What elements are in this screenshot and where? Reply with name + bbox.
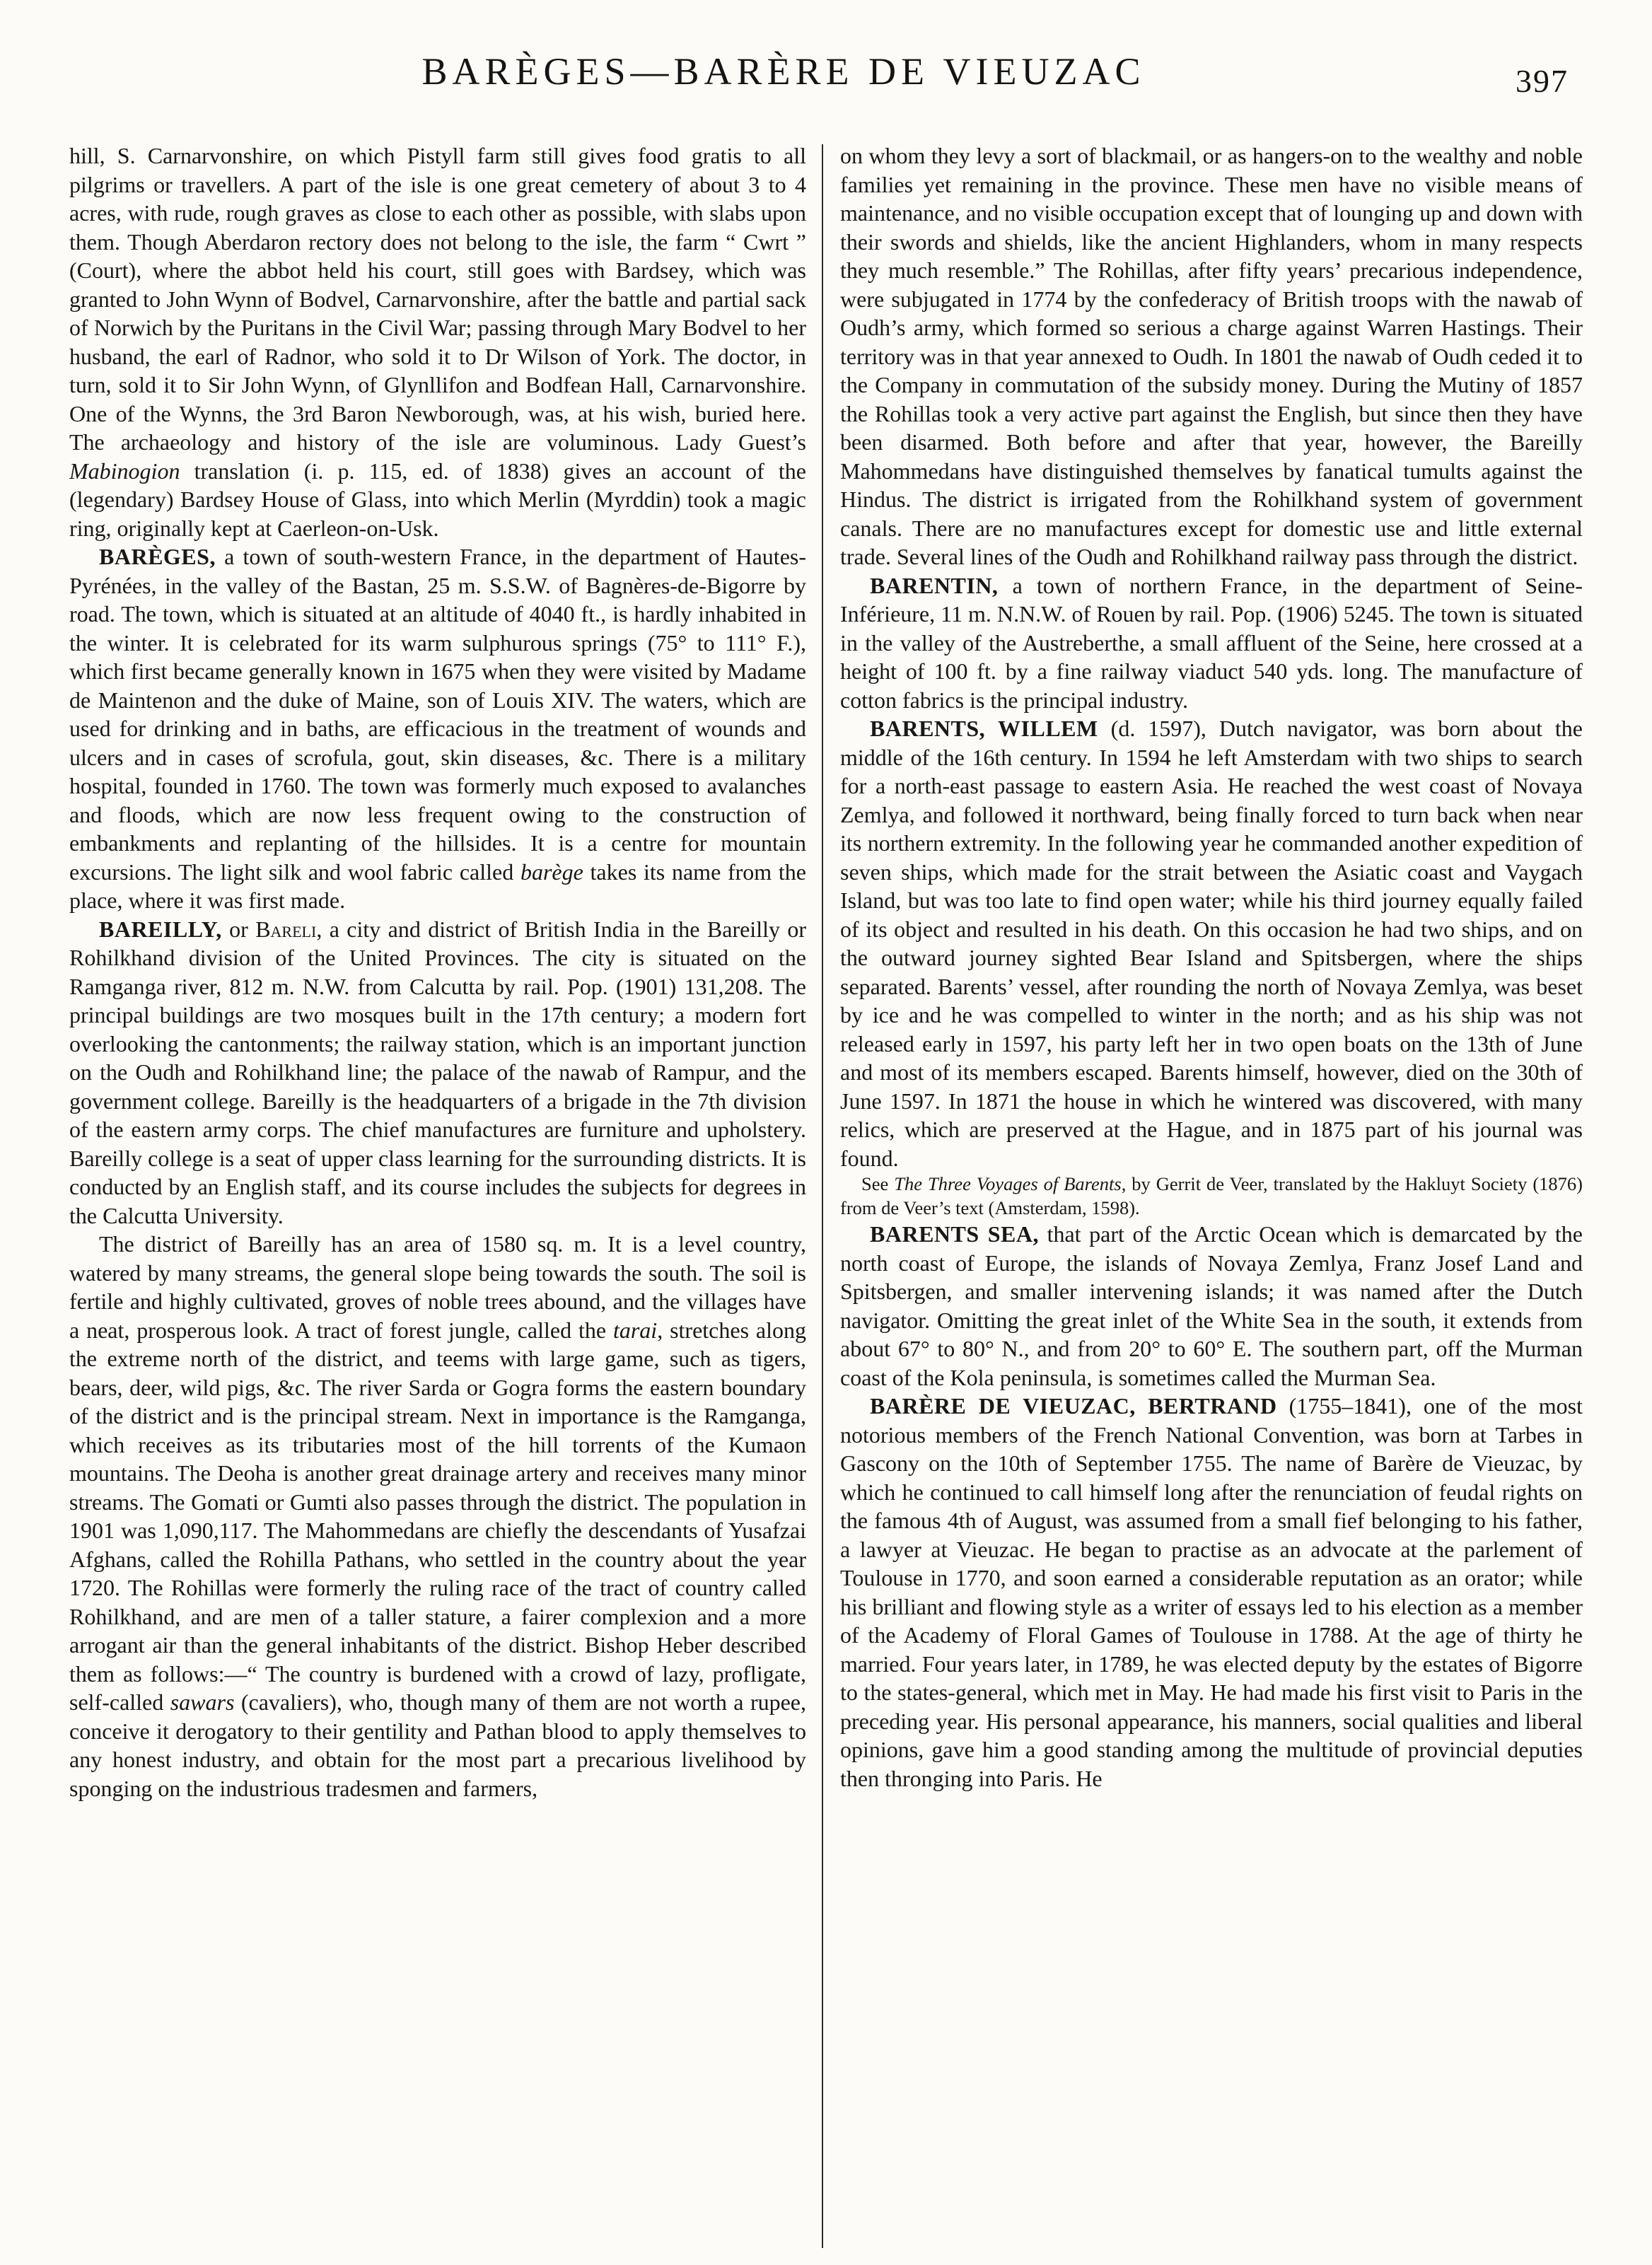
entry-headword: BARENTS, WILLEM [870,716,1098,741]
entry-paragraph: BARÈGES, a town of south-western France, in the department of Hautes-Pyrénées, in the valley of the Bastan, 25 m. S.S.W. of Bagnères-de-Bigorre by road. The town, which is situated at an altitude of 4040 ft., is hardly inhabited in the winter. It is celebrated for its warm sulphurous springs (75° to 111° F.), which first became generally known in 1675 when they were visited by Madame de Maintenon and the duke of Maine, son of Louis XIV. The waters, which are used for drinking and in baths, are efficacious in the treatment of wounds and ulcers and in cases of scrofula, gout, skin diseases, &c. There is a military hospital, founded in 1760. The town was formerly much exposed to avalanches and floods, which are now less frequent owing to the construction of embankments and replanting of the hillsides. It is a centre for mountain excursions. The light silk and wool fabric called barège takes its name from the place, where it was first made. [69,544,806,913]
page-number: 397 [1516,63,1569,99]
entry-headword: BARENTS SEA, [870,1221,1039,1247]
paragraph: on whom they levy a sort of blackmail, or as hangers-on to the wealthy and noble families yet remaining in the province. These men have no visible means of maintenance, and no visible occupation except that of lounging up and down with their swords and shields, like the ancient Highlanders, whom in many respects they much resemble.” The Rohillas, after fifty years’ precarious independence, were subjugated in 1774 by the confederacy of British troops with the nawab of Oudh’s army, which formed so serious a charge against Warren Hastings. Their territory was in that year annexed to Oudh. In 1801 the nawab of Oudh ceded it to the Company in commutation of the subsidy money. During the Mutiny of 1857 the Rohillas took a very active part against the English, but since then they have been disarmed. Both before and after that year, however, the Bareilly Mahommedans have distinguished themselves by fanatical tumults against the Hindus. The district is irrigated from the Rohilkhand system of government canals. There are no manufactures except for domestic use and little external trade. Several lines of the Oudh and Rohilkhand railway pass through the district. [840,143,1583,569]
page-header [0,50,1652,113]
entry-paragraph: BAREILLY, or Bareli, a city and district of British India in the Bareilly or Rohilkhand division of the United Provinces. The city is situated on the Ramganga river, 812 m. N.W. from Calcutta by rail. Pop. (1901) 131,208. The principal buildings are two mosques built in the 17th century; a modern fort overlooking the cantonments; the railway station, which is an important junction on the Oudh and Rohilkhand line; the palace of the nawab of Rampur, and the government college. Bareilly is the headquarters of a brigade in the 7th division of the eastern army corps. The chief manufactures are furniture and upholstery. Bareilly college is a seat of upper class learning for the surrounding districts. It is conducted by an English staff, and its course includes the subjects for degrees in the Calcutta University. [69,916,806,1228]
right-column [840,141,1583,2255]
entry-paragraph: BARÈRE DE VIEUZAC, BERTRAND (1755–1841), one of the most notorious members of the French National Convention, was born at Tarbes in Gascony on the 10th of September 1755. The name of Barère de Vieuzac, by which he continued to call himself long after the renunciation of feudal rights on the famous 4th of August, was assumed from a small fief belonging to his father, a lawyer at Vieuzac. He began to practise as an advocate at the parlement of Toulouse in 1770, and soon earned a considerable reputation as an orator; while his brilliant and flowing style as a writer of essays led to his election as a member of the Academy of Floral Games of Toulouse in 1788. At the age of thirty he married. Four years later, in 1789, he was elected deputy by the estates of Bigorre to the states-general, which met in May. He had made his first visit to Paris in the preceding year. His personal appearance, his manners, social qualities and liberal opinions, gave him a good standing among the multitude of provincial deputies then thronging into Paris. He [840,1393,1583,1791]
text-columns [69,141,1583,2255]
entry-headword: BARENTIN, [870,572,999,598]
left-column [69,141,806,2255]
entry-headword: BARÈRE DE VIEUZAC, BERTRAND [870,1393,1277,1419]
entry-paragraph: BARENTS, WILLEM (d. 1597), Dutch navigator, was born about the middle of the 16th century. In 1594 he left Amsterdam with two ships to search for a north-east passage to eastern Asia. He reached the west coast of Novaya Zemlya, and followed it northward, being finally forced to turn back when near its northern extremity. In the following year he commanded another expedition of seven ships, which made for the strait between the Asiatic coast and Vaygach Island, but was too late to find open water; while his third journey equally failed of its object and resulted in his death. On this occasion he had two ships, and on the outward journey sighted Bear Island and Spitsbergen, where the ships separated. Barents’ vessel, after rounding the north of Novaya Zemlya, was beset by ice and he was compelled to winter in the north; and as his ship was not released early in 1597, his party left her in two open boats on the 13th of June and most of its members escaped. Barents himself, however, died on the 30th of June 1597. In 1871 the house in which he wintered was discovered, with many relics, which are preserved at the Hague, and in 1875 part of his journal was found. [840,716,1583,1171]
entry-paragraph: BARENTS SEA, that part of the Arctic Ocean which is demarcated by the north coast of Europe, the islands of Novaya Zemlya, Franz Josef Land and Spitsbergen, and smaller intervening islands; it was named after the Dutch navigator. Omitting the great inlet of the White Sea in the south, it extends from about 67° to 80° N., and from 20° to 60° E. The southern part, off the Murman coast of the Kola peninsula, is sometimes called the Murman Sea. [840,1221,1583,1390]
entry-paragraph: BARENTIN, a town of northern France, in the department of Seine-Inférieure, 11 m. N.N.W. of Rouen by rail. Pop. (1906) 5245. The town is situated in the valley of the Austreberthe, a small affluent of the Seine, here crossed at a height of 100 ft. by a fine railway viaduct 540 yds. long. The manufacture of cotton fabrics is the principal industry. [840,572,1583,713]
entry-headword: BAREILLY, [99,916,222,942]
page-title: BARÈGES—BARÈRE DE VIEUZAC [421,50,1146,93]
paragraph: The district of Bareilly has an area of 1580 sq. m. It is a level country, watered by many streams, the general slope being towards the south. The soil is fertile and highly cultivated, groves of noble trees abound, and the villages have a neat, prosperous look. A tract of forest jungle, called the tarai, stretches along the extreme north of the district, and teems with large game, such as tigers, bears, deer, wild pigs, &c. The river Sarda or Gogra forms the eastern boundary of the district and is the principal stream. Next in importance is the Ramganga, which receives as its tributaries most of the hill torrents of the Kumaon mountains. The Deoha is another great drainage artery and receives many minor streams. The Gomati or Gumti also passes through the district. The population in 1901 was 1,090,117. The Mahommedans are chiefly the descendants of Yusafzai Afghans, called the Rohilla Pathans, who settled in the country about the year 1720. The Rohillas were formerly the ruling race of the tract of country called Rohilkhand, and are men of a taller stature, a fairer complexion and a more arrogant air than the general inhabitants of the district. Bishop Heber described them as follows:—“ The country is burdened with a crowd of lazy, profligate, self-called sawars (cavaliers), who, though many of them are not worth a rupee, conceive it derogatory to their gentility and Pathan blood to apply themselves to any honest industry, and obtain for the most part a precarious livelihood by sponging on the industrious tradesmen and farmers, [69,1231,806,1801]
paragraph: See The Three Voyages of Barents, by Gerrit de Veer, translated by the Hakluyt Society (1876) from de Veer’s text (Amsterdam, 1598). [840,1173,1583,1218]
entry-headword: BARÈGES, [99,544,216,569]
paragraph: hill, S. Carnarvonshire, on which Pistyll farm still gives food gratis to all pilgrims or travellers. A part of the isle is one great cemetery of about 3 to 4 acres, with rude, rough graves as close to each other as possible, with slabs upon them. Though Aberdaron rectory does not belong to the isle, the farm “ Cwrt ” (Court), where the abbot held his court, still goes with Bardsey, which was granted to John Wynn of Bodvel, Carnarvonshire, after the battle and partial sack of Norwich by the Puritans in the Civil War; passing through Mary Bodvel to her husband, the earl of Radnor, who sold it to Dr Wilson of York. The doctor, in turn, sold it to Sir John Wynn, of Glynllifon and Bodfean Hall, Carnarvonshire. One of the Wynns, the 3rd Baron Newborough, was, at his wish, buried here. The archaeology and history of the isle are voluminous. Lady Guest’s Mabinogion translation (i. p. 115, ed. of 1838) gives an account of the (legendary) Bardsey House of Glass, into which Merlin (Myrddin) took a magic ring, originally kept at Caerleon-on-Usk. [69,143,806,541]
column-divider [822,144,823,2248]
